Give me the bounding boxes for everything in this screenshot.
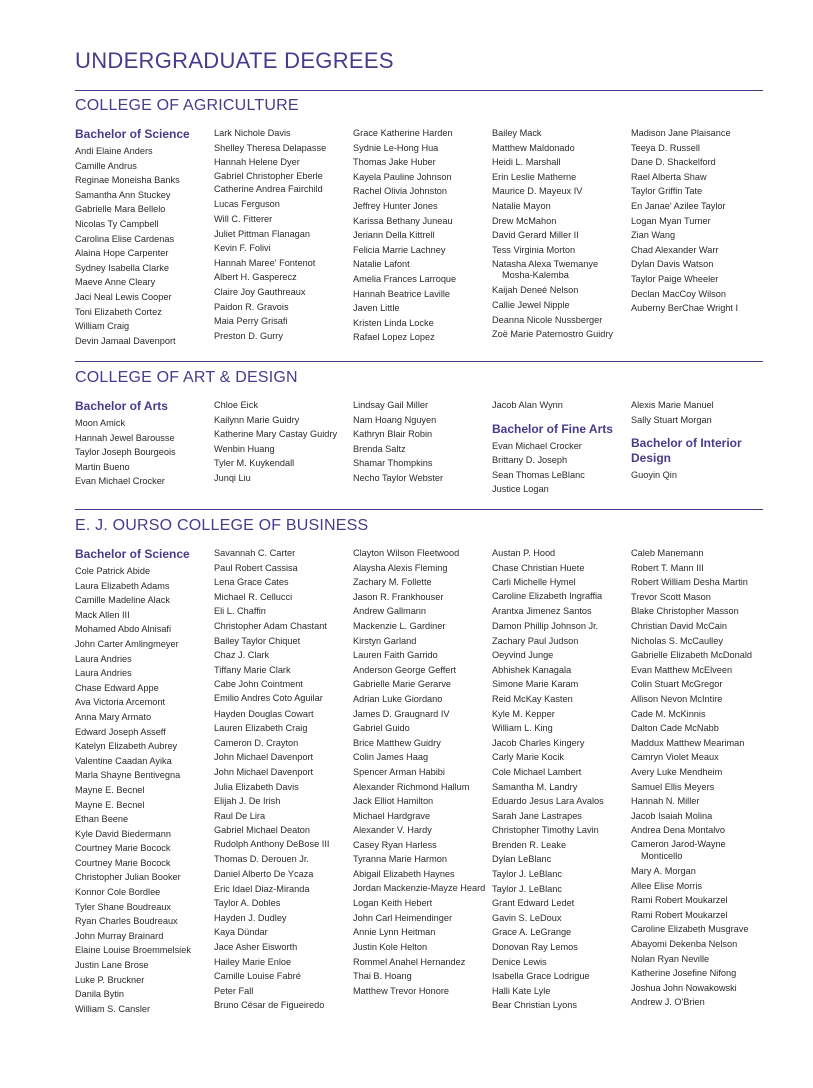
graduate-name: Abigail Elizabeth Haynes	[353, 869, 455, 880]
graduate-name: Alexander Richmond Hallum	[353, 781, 470, 792]
graduate-name: Tyler M. Kuykendall	[214, 458, 295, 469]
graduate-name: Elijah J. De Irish	[214, 796, 281, 807]
graduate-name: Rudolph Anthony DeBose III	[214, 839, 330, 850]
graduate-name: Alexander V. Hardy	[353, 825, 432, 836]
graduate-name: Teeya D. Russell	[631, 142, 700, 153]
graduate-name: Mackenzie L. Gardiner	[353, 620, 446, 631]
graduate-name: Zachary M. Follette	[353, 577, 432, 588]
art-design-column-3	[353, 398, 489, 486]
graduate-name: Elaine Louise Broemmelsiek	[75, 944, 191, 955]
business-column-2	[214, 546, 350, 1013]
graduate-name: David Gerard Miller II	[492, 230, 579, 241]
graduate-name: Cameron D. Crayton	[214, 737, 299, 748]
graduate-name: Lucas Ferguson	[214, 199, 280, 210]
graduate-name: Raul De Lira	[214, 810, 266, 821]
graduate-name: Hannah Maree' Fontenot	[214, 257, 316, 268]
graduate-name: Dylan Davis Watson	[631, 259, 714, 270]
graduate-name: Cole Patrick Abide	[75, 566, 151, 576]
graduate-name: Brenden R. Leake	[492, 839, 567, 850]
graduate-name: Bailey Taylor Chiquet	[214, 635, 301, 646]
college-title-art-design: COLLEGE OF ART & DESIGN	[75, 369, 298, 386]
graduate-name: Catherine Andrea Fairchild	[214, 184, 323, 195]
graduate-name: Kyle M. Kepper	[492, 708, 555, 719]
graduate-name: Justin Kole Helton	[353, 942, 428, 953]
art-design-column-1	[75, 399, 211, 489]
graduate-name: Katherine Josefine Nifong	[631, 968, 737, 979]
graduate-name: Alaysha Alexis Fleming	[353, 562, 448, 573]
graduate-name: William S. Cansler	[75, 1003, 151, 1014]
graduate-name: Kayela Pauline Johnson	[353, 171, 452, 182]
graduate-name: Taylor Griffin Tate	[631, 186, 703, 197]
graduate-name: Austan P. Hood	[492, 548, 556, 558]
graduate-name: Hannah Jewel Barousse	[75, 432, 175, 443]
graduate-name: Casey Ryan Harless	[353, 839, 437, 850]
name-list	[492, 439, 628, 497]
graduate-name: Alexis Marie Manuel	[631, 400, 714, 410]
graduate-name: Tiffany Marie Clark	[214, 664, 291, 675]
graduate-name: Allee Elise Morris	[631, 880, 702, 891]
graduate-name: Rachel Olivia Johnston	[353, 186, 447, 197]
graduate-name: Chaz J. Clark	[214, 650, 270, 661]
graduate-name: Devin Jamaal Davenport	[75, 335, 176, 346]
degree-heading-bachelor-of-arts: Bachelor of Arts	[75, 399, 168, 413]
graduate-name: William Craig	[75, 321, 130, 332]
graduate-name: Callie Jewel Nipple	[492, 300, 570, 311]
graduate-name: Maia Perry Grisafi	[214, 316, 288, 327]
graduate-name: Natalie Lafont	[353, 259, 410, 270]
agriculture-column-4	[492, 126, 628, 342]
graduate-name: Moon Amick	[75, 418, 126, 428]
graduate-name: Taylor Joseph Bourgeois	[75, 447, 176, 458]
graduate-name: Hannah Beatrice Laville	[353, 288, 451, 299]
graduate-name: Christian David McCain	[631, 620, 727, 631]
graduate-name: Natasha Alexa Twemanye Mosha-Kalemba	[492, 258, 599, 281]
graduate-name: Eduardo Jesus Lara Avalos	[492, 796, 604, 807]
graduate-name: Tess Virginia Morton	[492, 244, 576, 255]
graduate-name: Evan Matthew McElveen	[631, 664, 733, 675]
graduate-name: Grant Edward Ledet	[492, 898, 575, 909]
graduate-name: Sean Thomas LeBlanc	[492, 469, 585, 480]
agriculture-column-1	[75, 127, 211, 348]
degree-heading-bachelor-of-science: Bachelor of Science	[75, 547, 190, 561]
graduate-name: Hannah N. Miller	[631, 796, 700, 807]
graduate-name: Claire Joy Gauthreaux	[214, 287, 306, 298]
graduate-name: Toni Elizabeth Cortez	[75, 306, 162, 317]
graduate-name: Danila Bytin	[75, 989, 125, 1000]
graduate-name: Rael Alberta Shaw	[631, 171, 707, 182]
graduate-name: Daniel Alberto De Ycaza	[214, 869, 314, 880]
graduate-name: Javen Little	[353, 303, 400, 314]
graduate-name: Preston D. Gurry	[214, 330, 283, 341]
graduate-name: John Carter Amlingmeyer	[75, 638, 179, 649]
graduate-name: Thai B. Hoang	[353, 971, 412, 982]
graduate-name: Evan Michael Crocker	[492, 440, 582, 451]
graduate-name: Matthew Trevor Honore	[353, 985, 449, 996]
graduate-name: Hailey Marie Enloe	[214, 956, 292, 967]
graduate-name: Gabrielle Marie Gerarve	[353, 679, 452, 690]
section-divider	[75, 509, 763, 510]
graduate-name: Cade M. McKinnis	[631, 708, 706, 719]
graduate-name: Clayton Wilson Fleetwood	[353, 548, 460, 558]
graduate-name: Tyler Shane Boudreaux	[75, 901, 172, 912]
art-design-column-4	[492, 398, 628, 497]
graduate-name: Madison Jane Plaisance	[631, 128, 731, 138]
graduate-name: Denice Lewis	[492, 956, 547, 967]
graduate-name: Chloe Eick	[214, 400, 258, 410]
name-list	[631, 398, 767, 427]
graduate-name: Gabrielle Mara Bellelo	[75, 204, 166, 215]
graduate-name: Paul Robert Cassisa	[214, 562, 298, 573]
art-design-column-5	[631, 398, 767, 483]
graduate-name: Anna Mary Armato	[75, 711, 152, 722]
graduate-name: Isabella Grace Lodrigue	[492, 971, 590, 982]
graduate-name: Rami Robert Moukarzel	[631, 909, 728, 920]
degree-heading-bachelor-of-science: Bachelor of Science	[75, 127, 190, 141]
graduate-name: Taylor Paige Wheeler	[631, 273, 719, 284]
graduate-name: Sydnie Le-Hong Hua	[353, 142, 439, 153]
graduate-name: Hayden Douglas Cowart	[214, 708, 314, 719]
graduate-name: Konnor Cole Bordlee	[75, 887, 161, 898]
graduate-name: Erin Leslie Matherne	[492, 171, 577, 182]
agriculture-column-5	[631, 126, 767, 316]
graduate-name: Camryn Violet Meaux	[631, 752, 719, 763]
graduate-name: Chase Christian Huete	[492, 562, 585, 573]
graduate-name: Jordan Mackenzie-Mayze Heard	[353, 883, 486, 894]
graduate-name: Anderson George Geffert	[353, 664, 456, 675]
graduate-name: Jacob Isaiah Molina	[631, 810, 713, 821]
graduate-name: Shamar Thompkins	[353, 458, 433, 469]
graduate-name: Jeffrey Hunter Jones	[353, 200, 438, 211]
graduate-name: Thomas D. Derouen Jr.	[214, 854, 309, 865]
graduate-name: Cole Michael Lambert	[492, 766, 582, 777]
graduate-name: Avery Luke Mendheim	[631, 766, 723, 777]
graduate-name: Trevor Scott Mason	[631, 591, 711, 602]
graduate-name: Andi Elaine Anders	[75, 146, 153, 156]
graduate-name: Logan Myan Turner	[631, 215, 711, 226]
agriculture-column-2	[214, 126, 350, 343]
graduate-name: Nicolas Ty Campbell	[75, 218, 159, 229]
graduate-name: Damon Phillip Johnson Jr.	[492, 620, 599, 631]
graduate-name: Spencer Arman Habibi	[353, 766, 445, 777]
graduate-name: Rami Robert Moukarzel	[631, 895, 728, 906]
graduate-name: Taylor A. Dobles	[214, 898, 281, 909]
graduate-name: Mary A. Morgan	[631, 865, 696, 876]
graduate-name: Abayomi Dekenba Nelson	[631, 938, 738, 949]
graduate-name: Christopher Timothy Lavin	[492, 825, 599, 836]
graduate-name: Hayden J. Dudley	[214, 912, 287, 923]
graduate-name: Mohamed Abdo Alnisafi	[75, 624, 172, 635]
graduate-name: Taylor J. LeBlanc	[492, 883, 562, 894]
graduate-name: Camille Louise Fabré	[214, 971, 301, 982]
graduate-name: Alaina Hope Carpenter	[75, 248, 169, 259]
graduate-name: Nolan Ryan Neville	[631, 953, 710, 964]
agriculture-column-3	[353, 126, 489, 345]
graduate-name: Caleb Manemann	[631, 548, 704, 558]
graduate-name: William L. King	[492, 723, 553, 734]
graduate-name: Martin Bueno	[75, 461, 130, 472]
graduate-name: Abhishek Kanagala	[492, 664, 572, 675]
graduate-name: Zian Wang	[631, 230, 676, 241]
graduate-name: Bruno César de Figueiredo	[214, 1000, 325, 1011]
graduate-name: Guoyin Qin	[631, 470, 677, 481]
graduate-name: Jeriann Della Kittrell	[353, 230, 435, 241]
graduate-name: Laura Elizabeth Adams	[75, 580, 170, 591]
graduate-name: Juliet Pittman Flanagan	[214, 228, 311, 239]
graduate-name: Rafael Lopez Lopez	[353, 332, 435, 343]
name-list	[492, 398, 628, 413]
graduate-name: Kathryn Blair Robin	[353, 429, 433, 440]
graduate-name: Jacob Alan Wynn	[492, 400, 563, 410]
graduate-name: John Carl Heimendinger	[353, 912, 453, 923]
name-list	[631, 468, 767, 483]
graduate-name: Gabriel Christopher Eberle	[214, 171, 323, 182]
graduate-name: Maeve Anne Cleary	[75, 277, 156, 288]
graduate-name: Katelyn Elizabeth Aubrey	[75, 741, 178, 752]
graduate-name: Edward Joseph Asseff	[75, 726, 166, 737]
graduate-name: Auberny BerChae Wright I	[631, 303, 739, 314]
graduate-name: Caroline Elizabeth Musgrave	[631, 923, 749, 934]
graduate-name: Justin Lane Brose	[75, 960, 149, 971]
graduate-name: Samuel Ellis Meyers	[631, 781, 715, 792]
graduate-name: Peter Fall	[214, 985, 254, 996]
graduate-name: Andrew Gallmann	[353, 606, 427, 617]
graduate-name: Grace A. LeGrange	[492, 927, 572, 938]
graduate-name: John Michael Davenport	[214, 766, 314, 777]
graduate-name: John Michael Davenport	[214, 752, 314, 763]
graduate-name: En Janae' Azilee Taylor	[631, 200, 726, 211]
graduate-name: Marla Shayne Bentivegna	[75, 770, 181, 781]
art-design-column-2	[214, 398, 350, 486]
graduate-name: Allison Nevon McIntire	[631, 693, 723, 704]
graduate-name: Donovan Ray Lemos	[492, 942, 578, 953]
graduate-name: John Murray Brainard	[75, 930, 164, 941]
graduate-name: Hannah Helene Dyer	[214, 157, 300, 168]
graduate-name: Courtney Marie Bocock	[75, 857, 171, 868]
graduate-name: Lark Nichole Davis	[214, 128, 291, 138]
graduate-name: Sally Stuart Morgan	[631, 414, 712, 425]
graduate-name: Gavin S. LeDoux	[492, 912, 562, 923]
graduate-name: Heidi L. Marshall	[492, 157, 561, 168]
graduate-name: Colin Stuart McGregor	[631, 679, 723, 690]
graduate-name: Camille Madeline Alack	[75, 595, 170, 606]
graduate-name: Courtney Marie Bocock	[75, 843, 171, 854]
graduate-name: Cameron Jarod-Wayne Monticello	[631, 839, 726, 861]
graduate-name: Brice Matthew Guidry	[353, 737, 441, 748]
graduate-name: Kaya Dündar	[214, 927, 268, 938]
graduate-name: Amelia Frances Larroque	[353, 273, 457, 284]
graduate-name: Junqi Liu	[214, 472, 251, 483]
graduate-name: Tyranna Marie Harmon	[353, 854, 447, 865]
college-title-business: E. J. OURSO COLLEGE OF BUSINESS	[75, 517, 369, 534]
graduate-name: Jack Elliot Hamilton	[353, 796, 434, 807]
graduate-name: Chad Alexander Warr	[631, 244, 719, 255]
graduate-name: Adrian Luke Giordano	[353, 693, 443, 704]
graduate-name: Jaci Neal Lewis Cooper	[75, 291, 172, 302]
graduate-name: Natalie Mayon	[492, 200, 551, 211]
graduate-name: Gabriel Michael Deaton	[214, 825, 311, 836]
graduate-name: Christopher Julian Booker	[75, 872, 181, 883]
graduate-name: Justice Logan	[492, 484, 549, 495]
degree-heading-bachelor-of-interior-design: Bachelor of Interior Design	[631, 436, 742, 466]
graduate-name: Kevin F. Folivi	[214, 243, 271, 254]
graduate-name: Annie Lynn Heitman	[353, 927, 436, 938]
section-divider	[75, 90, 763, 91]
graduate-name: Gabriel Guido	[353, 723, 410, 734]
graduate-name: Necho Taylor Webster	[353, 472, 444, 483]
graduate-name: Brenda Saltz	[353, 443, 406, 454]
graduate-name: Sarah Jane Lastrapes	[492, 810, 582, 821]
graduate-name: Andrea Dena Montalvo	[631, 825, 725, 836]
section-divider	[75, 361, 763, 362]
graduate-name: Carli Michelle Hymel	[492, 577, 576, 588]
graduate-name: Andrew J. O'Brien	[631, 997, 705, 1008]
graduate-name: Dylan LeBlanc	[492, 854, 552, 865]
graduate-name: Kaijah Deneé Nelson	[492, 285, 579, 296]
graduate-name: Carly Marie Kocik	[492, 752, 564, 763]
graduate-name: Karissa Bethany Juneau	[353, 215, 453, 226]
graduate-name: Deanna Nicole Nussberger	[492, 314, 603, 325]
graduate-name: Lena Grace Cates	[214, 577, 289, 588]
graduate-name: Emilio Andres Coto Aguilar	[214, 693, 323, 704]
name-list	[75, 416, 211, 489]
graduate-name: Shelley Theresa Delapasse	[214, 142, 327, 153]
business-column-5	[631, 546, 767, 1010]
graduate-name: Carolina Elise Cardenas	[75, 233, 175, 244]
graduate-name: Eric Idael Diaz-Miranda	[214, 883, 310, 894]
graduate-name: Kyle David Biedermann	[75, 828, 172, 839]
business-column-1	[75, 547, 211, 1016]
graduate-name: Sydney Isabella Clarke	[75, 262, 169, 273]
graduate-name: Michael R. Cellucci	[214, 591, 293, 602]
graduate-name: Paidon R. Gravois	[214, 301, 289, 312]
graduate-name: Wenbin Huang	[214, 443, 275, 454]
graduate-name: Ryan Charles Boudreaux	[75, 916, 178, 927]
page-title: UNDERGRADUATE DEGREES	[75, 48, 394, 73]
graduate-name: Maddux Matthew Meariman	[631, 737, 745, 748]
graduate-name: Grace Katherine Harden	[353, 128, 453, 138]
graduate-name: Laura Andries	[75, 668, 132, 679]
graduate-name: Evan Michael Crocker	[75, 476, 165, 487]
graduate-name: Kristen Linda Locke	[353, 317, 434, 328]
graduate-name: James D. Graugnard IV	[353, 708, 450, 719]
business-column-4	[492, 546, 628, 1013]
graduate-name: Katherine Mary Castay Guidry	[214, 428, 338, 439]
graduate-name: Bear Christian Lyons	[492, 1000, 577, 1011]
graduate-name: Samantha M. Landry	[492, 781, 578, 792]
graduate-name: Jacob Charles Kingery	[492, 737, 585, 748]
graduate-name: Zoë Marie Paternostro Guidry	[492, 328, 614, 339]
graduate-name: Michael Hardgrave	[353, 810, 431, 821]
graduate-name: Luke P. Bruckner	[75, 974, 145, 985]
graduate-name: Julia Elizabeth Davis	[214, 781, 299, 792]
graduate-name: Savannah C. Carter	[214, 548, 296, 558]
graduate-name: Halli Kate Lyle	[492, 985, 551, 996]
graduate-name: Rommel Anahel Hernandez	[353, 956, 466, 967]
graduate-name: Will C. Fitterer	[214, 214, 273, 225]
graduate-name: Ava Victoria Arcemont	[75, 697, 166, 708]
graduate-name: Oeyvind Junge	[492, 650, 554, 661]
graduate-name: Taylor J. LeBlanc	[492, 869, 562, 880]
graduate-name: Camille Andrus	[75, 160, 137, 171]
graduate-name: Brittany D. Joseph	[492, 455, 568, 466]
graduate-name: Mack Allen III	[75, 609, 130, 620]
graduate-name: Jace Asher Eisworth	[214, 942, 298, 953]
graduate-name: Reid McKay Kasten	[492, 693, 573, 704]
graduate-name: Nam Hoang Nguyen	[353, 414, 437, 425]
graduate-name: Reginae Moneisha Banks	[75, 175, 180, 186]
degree-heading-bachelor-of-fine-arts: Bachelor of Fine Arts	[492, 421, 613, 436]
graduate-name: Laura Andries	[75, 653, 132, 664]
graduate-name: Simone Marie Karam	[492, 679, 579, 690]
graduate-name: Gabrielle Elizabeth McDonald	[631, 649, 753, 660]
business-column-3	[353, 546, 489, 998]
graduate-name: Kailynn Marie Guidry	[214, 414, 300, 425]
graduate-name: Nicholas S. McCaulley	[631, 635, 723, 646]
graduate-name: Drew McMahon	[492, 215, 557, 226]
graduate-name: Zachary Paul Judson	[492, 635, 579, 646]
graduate-name: Maurice D. Mayeux IV	[492, 186, 583, 197]
graduate-name: Thomas Jake Huber	[353, 157, 436, 168]
graduate-name: Caroline Elizabeth Ingraffia	[492, 591, 603, 602]
name-list	[75, 564, 211, 1016]
graduate-name: Joshua John Nowakowski	[631, 982, 737, 993]
graduate-name: Kirstyn Garland	[353, 635, 417, 646]
graduate-name: Christopher Adam Chastant	[214, 620, 327, 631]
graduate-name: Chase Edward Appe	[75, 682, 159, 693]
graduate-name: Mayne E. Becnel	[75, 784, 145, 795]
graduate-name: Arantxa Jimenez Santos	[492, 606, 592, 617]
graduate-name: Robert T. Mann III	[631, 562, 704, 573]
graduate-name: Dalton Cade McNabb	[631, 723, 719, 734]
graduate-name: Blake Christopher Masson	[631, 606, 739, 617]
graduate-name: Matthew Maldonado	[492, 142, 575, 153]
graduate-name: Logan Keith Hebert	[353, 898, 433, 909]
graduate-name: Felicia Marrie Lachney	[353, 244, 446, 255]
graduate-name: Lauren Faith Garrido	[353, 650, 438, 661]
graduate-name: Dane D. Shackelford	[631, 157, 716, 168]
graduate-name: Declan MacCoy Wilson	[631, 288, 726, 299]
graduate-name: Lauren Elizabeth Craig	[214, 723, 308, 734]
graduate-name: Samantha Ann Stuckey	[75, 189, 171, 200]
graduate-name: Valentine Caadan Ayika	[75, 755, 172, 766]
graduate-name: Jason R. Frankhouser	[353, 591, 444, 602]
graduate-name: Albert H. Gasperecz	[214, 272, 297, 283]
graduate-name: Cabe John Cointment	[214, 679, 303, 690]
graduate-name: Bailey Mack	[492, 128, 542, 138]
graduate-name: Colin James Haag	[353, 752, 429, 763]
graduate-name: Lindsay Gail Miller	[353, 400, 429, 410]
graduate-name: Robert William Desha Martin	[631, 576, 748, 587]
graduate-name: Eli L. Chaffin	[214, 606, 266, 617]
name-list	[75, 144, 211, 348]
graduate-name: Ethan Beene	[75, 814, 129, 825]
graduate-name: Mayne E. Becnel	[75, 799, 145, 810]
college-title-agriculture: COLLEGE OF AGRICULTURE	[75, 97, 299, 114]
